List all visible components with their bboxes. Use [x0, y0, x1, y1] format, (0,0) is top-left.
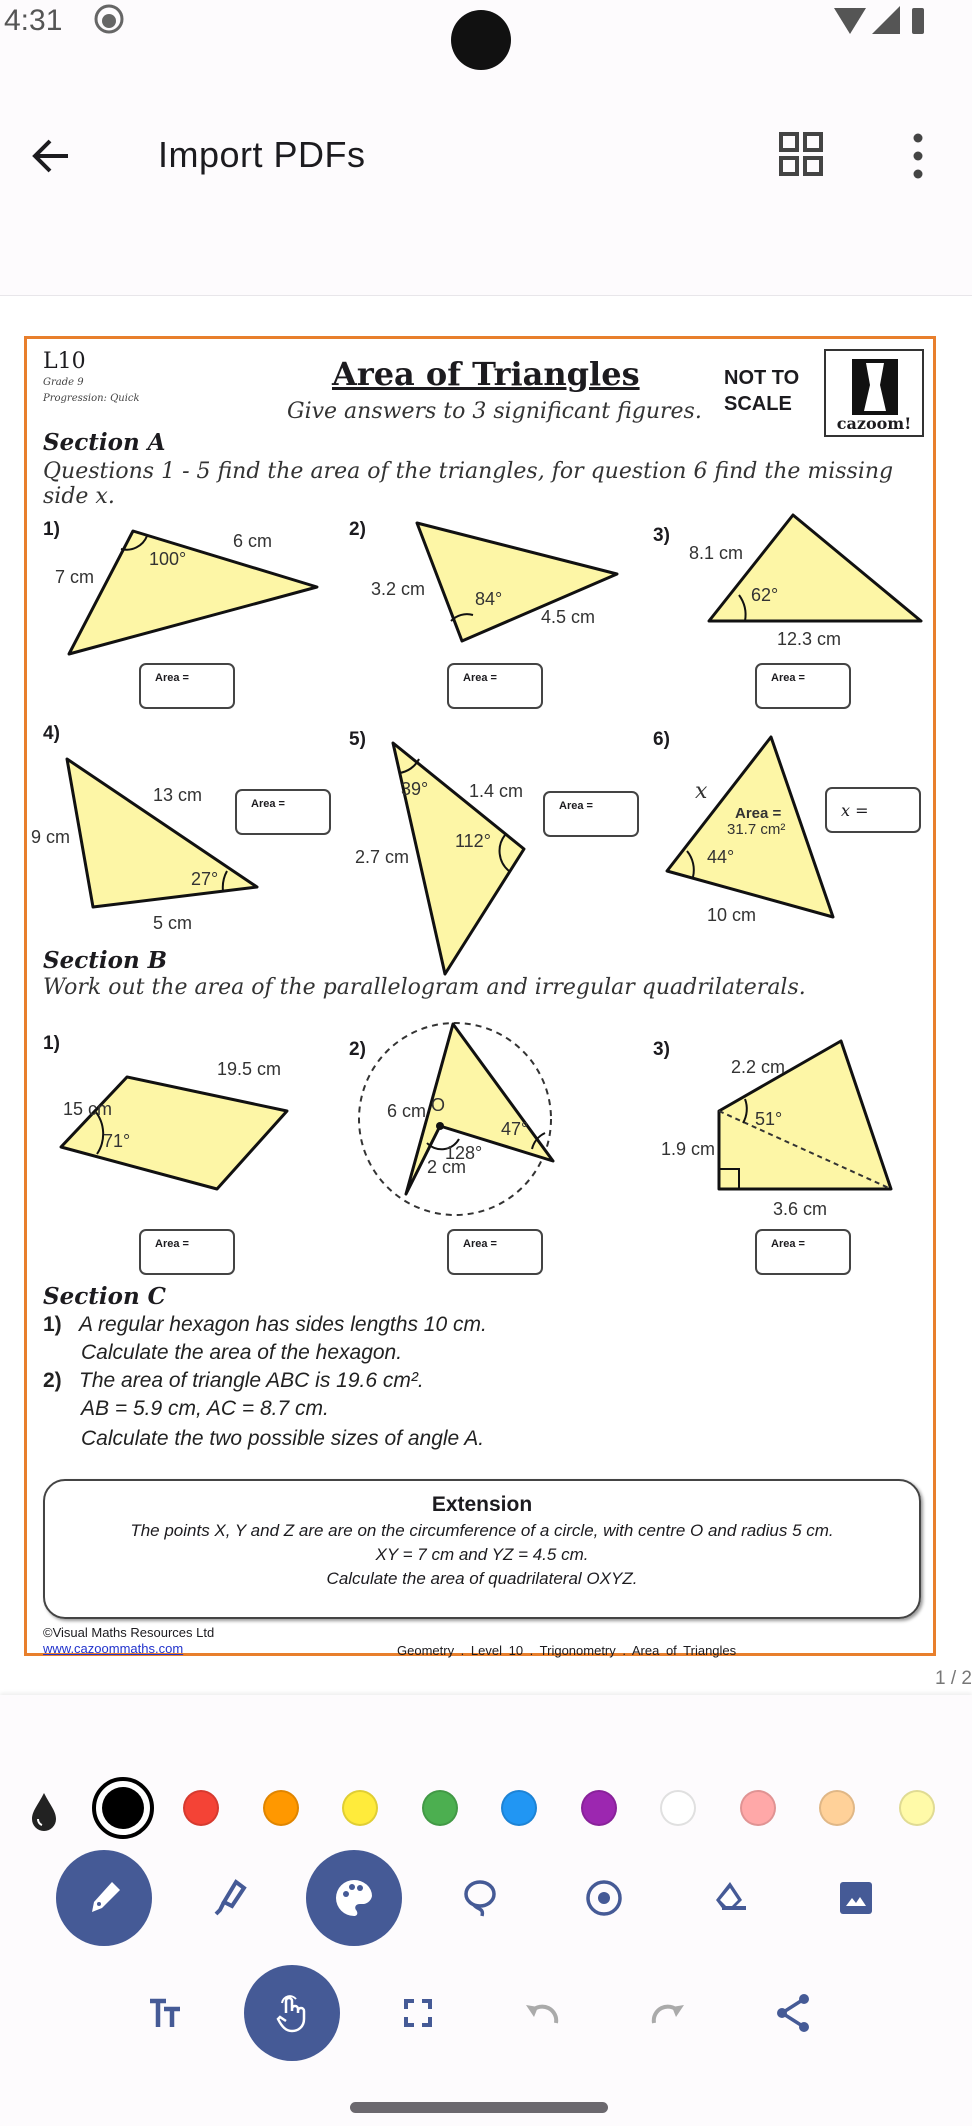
- side-label: 6 cm: [387, 1101, 427, 1121]
- shape-tool-button[interactable]: [556, 1850, 652, 1946]
- question-number: 4): [43, 723, 60, 744]
- question-number: 3): [653, 1039, 670, 1060]
- answer-box-x: x =: [825, 787, 921, 833]
- angle-label: 44°: [707, 847, 735, 867]
- answer-box: Area =: [139, 1229, 235, 1275]
- battery-icon: [912, 8, 924, 34]
- status-icons: [832, 4, 932, 36]
- side-label: 10 cm: [707, 905, 757, 925]
- side-label: 19.5 cm: [217, 1059, 282, 1079]
- angle-label: 112°: [455, 831, 491, 851]
- cazoom-logo: [824, 349, 924, 437]
- angle-label: 51°: [755, 1109, 783, 1129]
- answer-box: Area =: [235, 789, 331, 835]
- color-swatch[interactable]: [660, 1790, 696, 1826]
- extension-line: XY = 7 cm and YZ = 4.5 cm.: [375, 1545, 589, 1564]
- color-swatch[interactable]: [501, 1790, 537, 1826]
- share-icon: [772, 1991, 816, 2035]
- annotation-toolbar: [0, 1695, 972, 2126]
- side-label: 2.7 cm: [355, 847, 410, 867]
- side-label: 8.1 cm: [689, 543, 744, 563]
- logo-text: cazoom!: [836, 414, 912, 433]
- section-a-heading: Section A: [43, 429, 166, 456]
- section-a-description: Questions 1 - 5 find the area of the triangles, for question 6 find the missing side x.: [43, 459, 894, 509]
- worksheet-title: Area of Triangles: [332, 355, 640, 393]
- angle-label: 71°: [103, 1131, 131, 1151]
- more-options-icon[interactable]: [890, 128, 946, 184]
- color-palette: [0, 1775, 972, 1845]
- question-number: 2): [349, 1039, 366, 1060]
- redo-button[interactable]: [620, 1965, 716, 2061]
- fullscreen-icon: [396, 1991, 440, 2035]
- side-x-label: x: [695, 779, 708, 804]
- camera-cutout: [451, 10, 511, 70]
- home-indicator[interactable]: [350, 2102, 608, 2113]
- side-label: 3.2 cm: [371, 579, 426, 599]
- answer-box: Area =: [447, 663, 543, 709]
- answer-box: Area =: [447, 1229, 543, 1275]
- extension-title: Extension: [431, 1493, 533, 1516]
- palette-icon: [332, 1876, 376, 1920]
- color-swatch[interactable]: [342, 1790, 378, 1826]
- tool-row-1: [0, 1850, 972, 1950]
- quadrilateral-b3: [27, 339, 37, 349]
- redo-icon: [646, 1991, 690, 2035]
- section-c-question-2: 2) The area of triangle ABC is 19.6 cm².: [43, 1369, 424, 1392]
- side-label: 3.6 cm: [773, 1199, 828, 1219]
- wifi-icon: [834, 8, 866, 34]
- side-label: 6 cm: [233, 531, 273, 551]
- side-label: 13 cm: [153, 785, 203, 805]
- section-b-description: Work out the area of the parallelogram and irregular quadrilaterals.: [43, 975, 806, 1000]
- extension-line: The points X, Y and Z are are on the circumference of a circle, with centre O and radius 5 cm.: [130, 1521, 834, 1540]
- color-swatch[interactable]: [183, 1790, 219, 1826]
- back-arrow-icon[interactable]: [24, 128, 80, 184]
- app-bar: [0, 110, 972, 190]
- color-swatch[interactable]: [422, 1790, 458, 1826]
- color-swatch[interactable]: [740, 1790, 776, 1826]
- worksheet-code: L10: [43, 349, 86, 374]
- angle-label: 39°: [401, 779, 429, 799]
- side-label: 4.5 cm: [541, 607, 596, 627]
- share-button[interactable]: [746, 1965, 842, 2061]
- grid-view-icon[interactable]: [774, 128, 830, 184]
- undo-icon: [520, 1991, 564, 2035]
- angle-label: 84°: [475, 589, 503, 609]
- pen-tool-button[interactable]: [56, 1850, 152, 1946]
- extension-box: [43, 1479, 921, 1619]
- answer-box: Area =: [543, 791, 639, 837]
- side-label: 15 cm: [63, 1099, 113, 1119]
- section-c-question-2-line-3: Calculate the two possible sizes of angle A.: [81, 1427, 485, 1450]
- signal-icon: [872, 6, 900, 34]
- footer-tags: Geometry . Level 10 . Trigonometry . Area of Triangles: [397, 1643, 737, 1658]
- pdf-viewer[interactable]: [0, 295, 972, 1695]
- side-label: 2 cm: [427, 1157, 467, 1177]
- question-number: 1): [43, 1033, 60, 1054]
- worksheet-subtitle: Give answers to 3 significant figures.: [287, 399, 702, 424]
- angle-label: 100°: [149, 549, 187, 569]
- angle-label: 27°: [191, 869, 219, 889]
- status-bar: [0, 0, 972, 60]
- centre-label: O: [431, 1095, 446, 1115]
- question-number: 1): [43, 519, 60, 540]
- area-text: Area =: [735, 805, 782, 822]
- section-c-question-1: 1) A regular hexagon has sides lengths 10 cm.: [43, 1313, 487, 1336]
- question-number: 2): [349, 519, 366, 540]
- angle-label: 47°: [501, 1119, 529, 1139]
- worksheet-progression: Progression: Quick: [43, 393, 140, 404]
- highlighter-icon: [208, 1876, 252, 1920]
- lasso-tool-button[interactable]: [432, 1850, 528, 1946]
- color-swatch[interactable]: [581, 1790, 617, 1826]
- side-label: 5 cm: [153, 913, 193, 933]
- side-label: 1.9 cm: [661, 1139, 716, 1159]
- side-label: 9 cm: [31, 827, 71, 847]
- text-size-icon: [144, 1991, 188, 2035]
- pen-icon: [82, 1876, 126, 1920]
- angle-label: 128°: [445, 1143, 483, 1163]
- page-indicator: 1 / 2: [935, 1668, 972, 1689]
- section-c-heading: Section C: [43, 1283, 166, 1310]
- hand-touch-icon: [270, 1991, 314, 2035]
- pdf-page: [24, 336, 936, 1656]
- app-title: Import PDFs: [158, 134, 366, 175]
- image-tool-button[interactable]: [808, 1850, 904, 1946]
- question-number: 5): [349, 729, 366, 750]
- shape-icon: [582, 1876, 626, 1920]
- question-number: 6): [653, 729, 670, 750]
- angle-label: 62°: [751, 585, 779, 605]
- answer-box: Area =: [755, 1229, 851, 1275]
- color-swatch[interactable]: [819, 1790, 855, 1826]
- side-label: 1.4 cm: [469, 781, 524, 801]
- text-tool-button[interactable]: [118, 1965, 214, 2061]
- lasso-icon: [458, 1876, 502, 1920]
- not-to-scale-label: NOT TO SCALE: [724, 367, 800, 415]
- highlighter-tool-button[interactable]: [182, 1850, 278, 1946]
- color-swatch[interactable]: [899, 1790, 935, 1826]
- question-number: 3): [653, 525, 670, 546]
- color-swatch[interactable]: [263, 1790, 299, 1826]
- section-b-heading: Section B: [43, 947, 168, 974]
- tool-row-2: [0, 1965, 972, 2065]
- notification-app-icon: [94, 4, 124, 34]
- eraser-icon: [708, 1876, 752, 1920]
- footer-copyright: ©Visual Maths Resources Ltd: [43, 1625, 215, 1640]
- side-label: 7 cm: [55, 567, 95, 587]
- extension-line: Calculate the area of quadrilateral OXYZ.: [326, 1569, 638, 1588]
- worksheet-grade: Grade 9: [43, 377, 84, 388]
- answer-box: Area =: [755, 663, 851, 709]
- side-label: 12.3 cm: [777, 629, 842, 649]
- hand-tool-button[interactable]: [244, 1965, 340, 2061]
- selected-color-black[interactable]: [92, 1777, 154, 1839]
- image-icon: [834, 1876, 878, 1920]
- eraser-tool-button[interactable]: [682, 1850, 778, 1946]
- palette-tool-button[interactable]: [306, 1850, 402, 1946]
- ink-drop-icon[interactable]: [28, 1791, 60, 1831]
- undo-button[interactable]: [494, 1965, 590, 2061]
- section-c-question-2-line-2: AB = 5.9 cm, AC = 8.7 cm.: [81, 1397, 329, 1420]
- answer-box: Area =: [139, 663, 235, 709]
- section-c-question-1-line-2: Calculate the area of the hexagon.: [81, 1341, 403, 1364]
- side-label: 2.2 cm: [731, 1057, 786, 1077]
- fullscreen-button[interactable]: [370, 1965, 466, 2061]
- footer-link[interactable]: www.cazoommaths.com: [43, 1641, 184, 1656]
- status-time: 4:31: [4, 4, 63, 37]
- area-value: 31.7 cm²: [727, 821, 786, 838]
